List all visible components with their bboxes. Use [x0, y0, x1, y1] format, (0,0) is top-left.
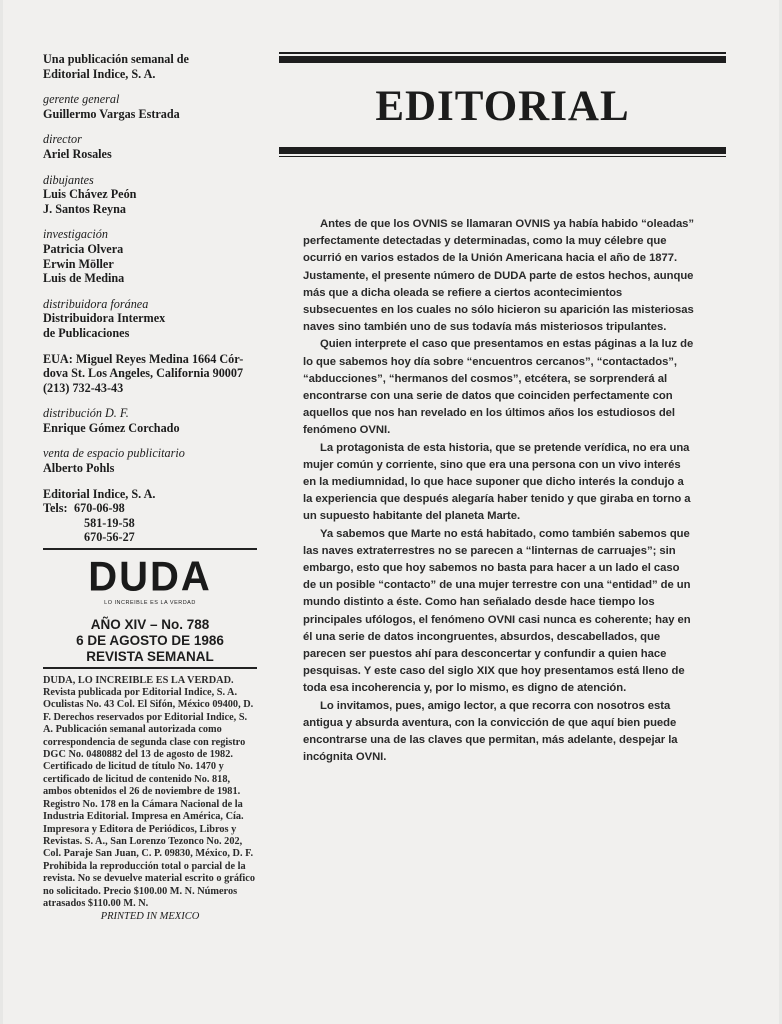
legal-notice: DUDA, LO INCREIBLE ES LA VERDAD. Revista publicada por Editorial Indice, S. A. Oculistas No. 43 Col. El Sifón, México 09400, D. F. Derechos reservados por Editorial Indice, S. A. Publicación semanal autorizada como correspondencia de segunda clase con registro DGC No. 0480882 del 13 de agosto de 1982. Certificado de licitud de título No. 1470 y certificado de licitud de contenido No. 818, ambos obtenidos el 26 de noviembre de 1981. Registro No. 178 en la Cámara Nacional de la Industria Editorial. Impresa en América, Cía. Impresora y Editora de Periódicos, Libros y Revistas. S. A., San Lorenzo Tezonco No. 202, Col. Paraje San Juan, C. P. 09830, México, D. F. Prohibida la reproducción total o parcial de la revista. No se devuelve material escrito o gráfico no solicitado. Precio $100.00 M. N. Números atrasados $110.00 M. N.: [43, 674, 255, 909]
printed-in: PRINTED IN MEXICO: [100, 911, 200, 923]
staff-director: [43, 132, 257, 161]
tel-number: 581-19-58: [84, 515, 135, 530]
issue-info: [43, 617, 257, 665]
staff-venta: [43, 446, 257, 475]
tel-number: 670-56-27: [84, 530, 135, 545]
staff-name: Ariel Rosales: [43, 146, 112, 161]
tel-row: [43, 501, 257, 545]
rule-thin: [279, 156, 726, 158]
staff-role: director: [43, 132, 82, 147]
staff-name: Alberto Pohls: [43, 461, 115, 476]
logo-wordmark: DUDA: [88, 553, 212, 601]
contact-info: [43, 487, 257, 545]
issue-year-number: AÑO XIV – No. 788: [90, 616, 210, 632]
editorial-paragraph: Antes de que los OVNIS se llamaran OVNIS ya había habido “oleadas” perfectamente detectadas y determinadas, como la muy célebre que ocurrió en varios estados de la Unión Americana hacia el año de 1877. Justamente, el presente número de DUDA parte de estos hechos, aunque más que a dicha oleada se refiere a ciertos acontecimientos subsecuentes en los cuales no sólo hicieron su aparición las misteriosas naves sino también uno de sus todavía más misteriosos tripulantes.: [303, 218, 695, 334]
editorial-title: EDITORIAL: [375, 82, 630, 130]
rule-thick: [279, 56, 726, 63]
staff-role: distribución D. F.: [43, 406, 129, 421]
staff-distribuidora: [43, 297, 257, 341]
staff-gerente: [43, 92, 257, 121]
editorial-paragraph: Ya sabemos que Marte no está habitado, como también sabemos que las naves extraterrestres no se parecen a “linternas de carruajes”; sin embargo, esto que hoy sabemos no basta para hacer a un lado el caso de un posible “contacto” de una mujer terrestre con una “entidad” de un mundo distinto a éste. Como han señalado desde hace tiempo los principales ufólogos, el fenómeno OVNI casi nunca es coherente; hay en él una serie de datos incongruentes, absurdos, descabellados, que parecen ser puestos ahí para desconcertar y confundir a quien hace pesquisas. Y este caso del siglo XIX que hoy presentamos está lleno de toda esa incoherencia y, por lo mismo, es digno de atención.: [303, 527, 691, 695]
staff-name: Distribuidora Intermex: [43, 311, 166, 326]
issue-date: 6 DE AGOSTO DE 1986: [76, 632, 224, 648]
issue-type: REVISTA SEMANAL: [86, 648, 214, 664]
staff-name: Luis Chávez Peón: [43, 187, 137, 202]
eua-line: dova St. Los Angeles, California 90007: [43, 366, 244, 381]
contact-company: Editorial Indice, S. A.: [43, 486, 156, 501]
rule-thick: [279, 147, 726, 154]
eua-distributor: [43, 352, 257, 396]
editorial-paragraph: La protagonista de esta historia, que se pretende verídica, no era una mujer común y corriente, sino que era una persona con un vivo interés en la mediumnidad, lo que hace suponer que dicho interés la condujo a la experiencia que después alegaría haber tenido y que giraba en torno a un supuesto habitante del planeta Marte.: [303, 441, 691, 523]
eua-line: EUA: Miguel Reyes Medina 1664 Cór-: [43, 351, 244, 366]
staff-investigacion: [43, 227, 257, 285]
staff-name: J. Santos Reyna: [43, 201, 126, 216]
publisher-line: Una publicación semanal de: [43, 52, 189, 66]
staff-name: de Publicaciones: [43, 325, 130, 340]
editorial-header: [279, 52, 726, 157]
staff-name: Erwin Möller: [43, 256, 114, 271]
tel-label: Tels:: [43, 501, 68, 516]
staff-role: gerente general: [43, 92, 120, 107]
editorial-paragraph: Lo invitamos, pues, amigo lector, a que recorra con nosotros esta antigua y absurda aventura, con la convicción de que aquí bien puede encontrarse una de las claves que permitan, más adelante, despejar la incógnita OVNI.: [303, 699, 678, 764]
staff-dibujantes: [43, 173, 257, 217]
staff-name: Guillermo Vargas Estrada: [43, 106, 180, 121]
divider: [43, 548, 257, 550]
magazine-page: [3, 0, 779, 1024]
divider: [43, 667, 257, 669]
publisher-info: [43, 52, 257, 81]
publisher-line: Editorial Indice, S. A.: [43, 66, 156, 81]
staff-role: dibujantes: [43, 172, 94, 187]
staff-name: Luis de Medina: [43, 271, 125, 286]
eua-line: (213) 732-43-43: [43, 380, 124, 395]
tel-number: 670-06-98: [74, 501, 125, 516]
editorial-body: [303, 216, 695, 767]
staff-name: Patricia Olvera: [43, 241, 124, 256]
masthead-column: [43, 52, 257, 923]
editorial-paragraph: Quien interprete el caso que presentamos en estas páginas a la luz de lo que sabemos hoy día sobre “encuentros cercanos”, “contactados”, “abducciones”, “hermanos del cosmos”, etcétera, se sorprenderá al encontrarse con una serie de datos que coinciden perfectamente con aquellos que nos han revelado en los últimos años los estudiosos del fenómeno OVNI.: [303, 338, 694, 437]
staff-name: Enrique Gómez Corchado: [43, 420, 180, 435]
staff-role: investigación: [43, 227, 108, 242]
tel-numbers: [73, 501, 135, 545]
staff-distribucion-df: [43, 406, 257, 435]
staff-role: venta de espacio publicitario: [43, 446, 185, 461]
duda-logo: [43, 553, 257, 611]
staff-role: distribuidora foránea: [43, 296, 149, 311]
logo-tagline: LO INCREIBLE ES LA VERDAD: [104, 600, 196, 607]
